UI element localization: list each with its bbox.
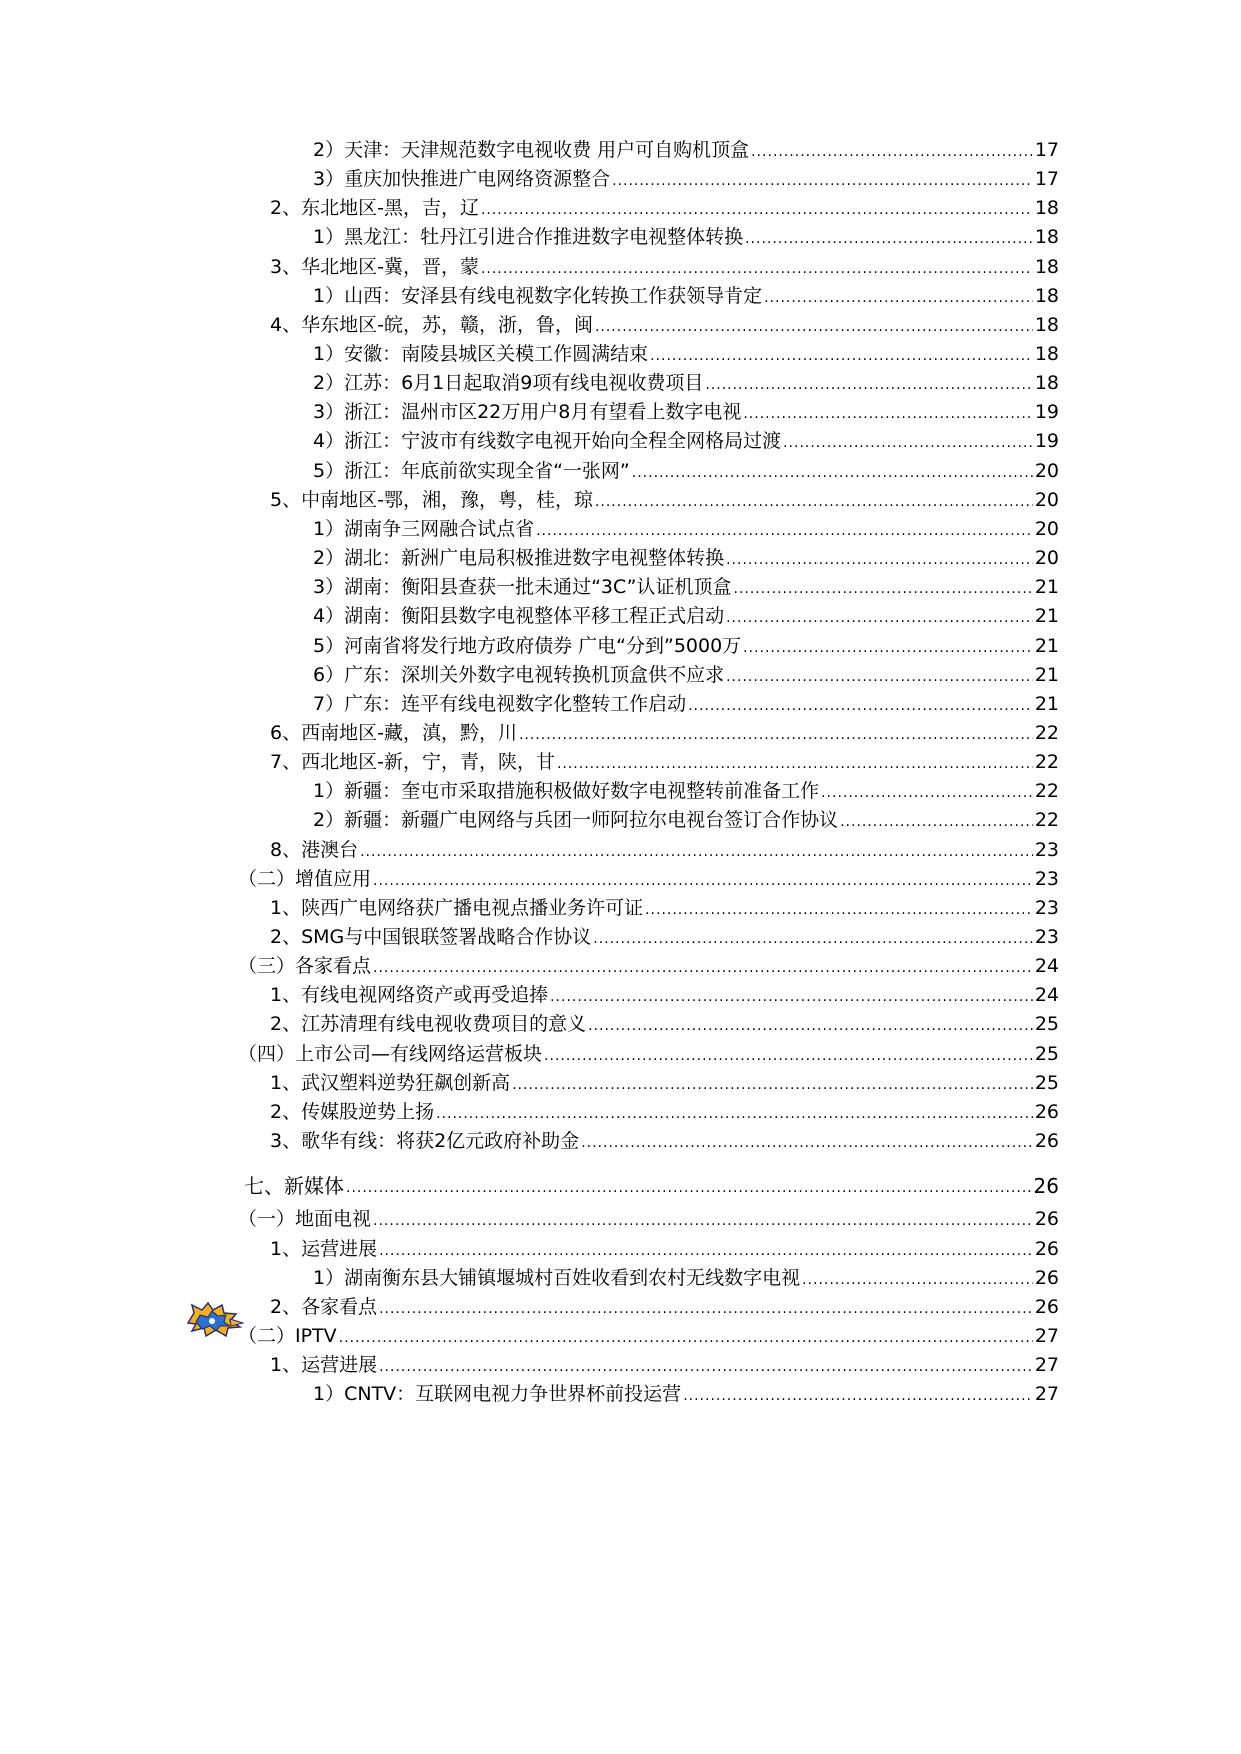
toc-entry-page-number: 22 [1034, 780, 1059, 802]
toc-entry[interactable] [270, 486, 1059, 514]
toc-entry-title: 1）山西：安泽县有线电视数字化转换工作获领导肯定 [313, 285, 763, 307]
toc-entry-page-number: 24 [1034, 955, 1059, 977]
toc-entry-title: 1、运营进展 [270, 1354, 378, 1376]
toc-entry[interactable] [270, 1351, 1059, 1379]
toc-entry[interactable] [313, 806, 1059, 834]
toc-dot-leader [379, 1295, 1033, 1319]
toc-entry[interactable] [238, 952, 1059, 980]
toc-entry-title: 1）黑龙江：牡丹江引进合作推进数字电视整体转换 [313, 226, 744, 248]
toc-dot-leader [593, 925, 1033, 949]
toc-entry-page-number: 26 [1034, 1208, 1059, 1230]
toc-entry[interactable] [270, 719, 1059, 747]
toc-entry[interactable] [270, 253, 1059, 281]
toc-entry[interactable] [313, 398, 1059, 426]
toc-entry-page-number: 18 [1034, 285, 1059, 307]
toc-entry-page-number: 22 [1034, 722, 1059, 744]
toc-entry[interactable] [313, 282, 1059, 310]
toc-entry-page-number: 21 [1034, 576, 1059, 598]
toc-entry-title: （三）各家看点 [238, 955, 372, 977]
toc-dot-leader [373, 954, 1033, 978]
toc-dot-leader [536, 517, 1033, 541]
toc-entry-title: 3）浙江：温州市区22万用户8月有望看上数字电视 [313, 401, 742, 423]
toc-entry-page-number: 19 [1034, 430, 1059, 452]
toc-entry-title: 2）新疆：新疆广电网络与兵团一师阿拉尔电视台签订合作协议 [313, 809, 839, 831]
toc-entry[interactable] [270, 923, 1059, 951]
toc-entry-page-number: 25 [1034, 1043, 1059, 1065]
toc-entry-page-number: 25 [1034, 1072, 1059, 1094]
toc-entry-title: 3、歌华有线：将获2亿元政府补助金 [270, 1130, 580, 1152]
toc-entry[interactable] [313, 515, 1059, 543]
toc-entry[interactable] [270, 1010, 1059, 1038]
toc-entry-page-number: 23 [1034, 926, 1059, 948]
toc-dot-leader [705, 371, 1032, 395]
toc-dot-leader [821, 779, 1033, 803]
toc-entry[interactable] [270, 1235, 1059, 1263]
toc-entry-title: 6）广东：深圳关外数字电视转换机顶盒供不应求 [313, 664, 725, 686]
toc-entry[interactable] [238, 865, 1059, 893]
toc-entry-page-number: 20 [1034, 518, 1059, 540]
toc-entry-title: 3）重庆加快推进广电网络资源整合 [313, 168, 611, 190]
toc-entry[interactable] [270, 894, 1059, 922]
toc-entry-page-number: 23 [1034, 897, 1059, 919]
toc-entry[interactable] [313, 1380, 1059, 1408]
toc-entry-title: 1、武汉塑料逆势狂飙创新高 [270, 1072, 511, 1094]
toc-dot-leader [481, 196, 1033, 220]
toc-entry-page-number: 18 [1034, 343, 1059, 365]
toc-entry-title: 4）湖南：衡阳县数字电视整体平移工程正式启动 [313, 605, 725, 627]
toc-entry[interactable] [313, 690, 1059, 718]
toc-entry[interactable] [313, 661, 1059, 689]
toc-dot-leader [436, 1100, 1033, 1124]
toc-entry-title: 6、西南地区-藏，滇，黔，川 [270, 722, 517, 744]
toc-dot-leader [612, 167, 1033, 191]
toc-dot-leader [346, 1174, 1032, 1198]
toc-entry[interactable] [238, 1205, 1059, 1233]
toc-entry-page-number: 24 [1034, 984, 1059, 1006]
toc-entry-page-number: 20 [1034, 489, 1059, 511]
toc-dot-leader [557, 750, 1033, 774]
toc-entry-title: 2、传媒股逆势上扬 [270, 1101, 435, 1123]
toc-entry-page-number: 21 [1034, 693, 1059, 715]
toc-entry-title: （四）上市公司—有线网络运营板块 [238, 1043, 543, 1065]
toc-dot-leader [840, 808, 1033, 832]
toc-entry-page-number: 20 [1034, 460, 1059, 482]
toc-entry-title: （二）增值应用 [238, 868, 372, 890]
toc-entry[interactable] [313, 165, 1059, 193]
toc-dot-leader [726, 604, 1033, 628]
toc-entry-title: 5、中南地区-鄂，湘，豫，粤，桂，琼 [270, 489, 593, 511]
toc-dot-leader [544, 1042, 1033, 1066]
toc-entry[interactable] [313, 457, 1059, 485]
toc-entry-title: 1、陕西广电网络获广播电视点播业务许可证 [270, 897, 644, 919]
toc-dot-leader [745, 225, 1033, 249]
toc-entry[interactable] [313, 544, 1059, 572]
toc-entry-title: 7）广东：连平有线电视数字化整转工作启动 [313, 693, 687, 715]
toc-entry-page-number: 27 [1034, 1325, 1059, 1347]
toc-dot-leader [645, 896, 1033, 920]
toc-dot-leader [783, 429, 1033, 453]
toc-entry-title: 2、SMG与中国银联签署战略合作协议 [270, 926, 592, 948]
toc-entry-title: 5）浙江：年底前欲实现全省“一张网” [313, 460, 630, 482]
toc-dot-leader [588, 1012, 1033, 1036]
toc-entry-title: 2、东北地区-黑，吉，辽 [270, 197, 479, 219]
toc-dot-leader [360, 838, 1033, 862]
toc-entry-title: 1）新疆：奎屯市采取措施积极做好数字电视整转前准备工作 [313, 780, 820, 802]
toc-dot-leader [632, 459, 1033, 483]
toc-entry-title: 1）湖南衡东县大铺镇堰城村百姓收看到农村无线数字电视 [313, 1267, 801, 1289]
toc-dot-leader [373, 867, 1033, 891]
toc-entry-page-number: 23 [1034, 839, 1059, 861]
toc-dot-leader [764, 284, 1033, 308]
toc-entry-page-number: 22 [1034, 809, 1059, 831]
toc-entry-title: 1、运营进展 [270, 1238, 378, 1260]
toc-entry-page-number: 26 [1034, 1296, 1059, 1318]
toc-entry[interactable] [270, 194, 1059, 222]
toc-entry-page-number: 21 [1034, 664, 1059, 686]
toc-entry-title: 7、西北地区-新，宁，青，陕，甘 [270, 751, 555, 773]
toc-entry-title: 2）天津：天津规范数字电视收费 用户可自购机顶盒 [313, 139, 750, 161]
toc-entry-page-number: 23 [1034, 868, 1059, 890]
toc-entry[interactable] [313, 369, 1059, 397]
toc-entry-page-number: 18 [1034, 256, 1059, 278]
toc-entry[interactable] [313, 1264, 1059, 1292]
toc-dot-leader [595, 313, 1033, 337]
toc-entry[interactable] [238, 1322, 1059, 1350]
toc-entry-title: （二）IPTV [238, 1325, 337, 1347]
toc-entry[interactable] [313, 223, 1059, 251]
toc-entry[interactable] [270, 981, 1059, 1009]
toc-dot-leader [751, 138, 1033, 162]
toc-dot-leader [550, 983, 1033, 1007]
toc-entry[interactable] [313, 777, 1059, 805]
toc-entry[interactable] [313, 340, 1059, 368]
toc-entry-title: 1、有线电视网络资产或再受追捧 [270, 984, 549, 1006]
toc-dot-leader [379, 1237, 1033, 1261]
toc-entry[interactable] [270, 311, 1059, 339]
toc-entry[interactable] [244, 1172, 1059, 1200]
toc-entry-page-number: 26 [1034, 1130, 1059, 1152]
toc-entry-title: 3、华北地区-冀，晋，蒙 [270, 256, 479, 278]
toc-entry-title: 2）江苏：6月1日起取消9项有线电视收费项目 [313, 372, 704, 394]
toc-entry[interactable] [313, 602, 1059, 630]
toc-entry[interactable] [270, 1293, 1059, 1321]
toc-entry-page-number: 19 [1034, 401, 1059, 423]
toc-entry-page-number: 27 [1034, 1354, 1059, 1376]
toc-entry-title: 七、新媒体 [244, 1174, 344, 1198]
toc-entry-page-number: 17 [1034, 139, 1059, 161]
toc-entry-title: 2、各家看点 [270, 1296, 378, 1318]
toc-dot-leader [339, 1324, 1033, 1348]
toc-dot-leader [802, 1266, 1033, 1290]
toc-dot-leader [519, 721, 1033, 745]
toc-dot-leader [743, 634, 1033, 658]
toc-entry-title: 8、港澳台 [270, 839, 359, 861]
toc-entry-page-number: 22 [1034, 751, 1059, 773]
toc-entry[interactable] [238, 1040, 1059, 1068]
toc-entry-title: 1）湖南争三网融合试点省 [313, 518, 535, 540]
toc-dot-leader [373, 1207, 1033, 1231]
toc-entry-page-number: 18 [1034, 197, 1059, 219]
toc-entry[interactable] [270, 836, 1059, 864]
toc-entry-page-number: 17 [1034, 168, 1059, 190]
chapter-burst-icon [186, 1301, 244, 1339]
toc-entry-title: 3）湖南：衡阳县查获一批未通过“3C”认证机顶盒 [313, 576, 732, 598]
toc-dot-leader [726, 546, 1033, 570]
toc-entry[interactable] [313, 632, 1059, 660]
toc-dot-leader [481, 255, 1033, 279]
toc-entry[interactable] [270, 1127, 1059, 1155]
toc-entry-title: 5）河南省将发行地方政府债券 广电“分到”5000万 [313, 635, 742, 657]
toc-dot-leader [512, 1071, 1033, 1095]
toc-entry-page-number: 26 [1034, 1267, 1059, 1289]
toc-entry-page-number: 25 [1034, 1013, 1059, 1035]
toc-entry-page-number: 26 [1034, 1101, 1059, 1123]
toc-entry-title: 4、华东地区-皖，苏，赣，浙，鲁，闽 [270, 314, 593, 336]
toc-entry-title: 2）湖北：新洲广电局积极推进数字电视整体转换 [313, 547, 725, 569]
toc-entry-title: 1）CNTV：互联网电视力争世界杯前投运营 [313, 1383, 682, 1405]
toc-dot-leader [581, 1129, 1033, 1153]
toc-entry-title: 4）浙江：宁波市有线数字电视开始向全程全网格局过渡 [313, 430, 782, 452]
toc-entry-page-number: 26 [1034, 1238, 1059, 1260]
toc-dot-leader [650, 342, 1033, 366]
toc-entry-title: （一）地面电视 [238, 1208, 372, 1230]
toc-dot-leader [688, 692, 1033, 716]
toc-dot-leader [726, 663, 1033, 687]
toc-dot-leader [379, 1353, 1033, 1377]
toc-entry-page-number: 27 [1034, 1383, 1059, 1405]
toc-entry[interactable] [270, 1098, 1059, 1126]
toc-entry[interactable] [313, 427, 1059, 455]
toc-entry-page-number: 18 [1034, 314, 1059, 336]
toc-entry-page-number: 18 [1034, 372, 1059, 394]
toc-entry-page-number: 21 [1034, 635, 1059, 657]
toc-dot-leader [733, 575, 1032, 599]
toc-entry[interactable] [313, 573, 1059, 601]
toc-entry[interactable] [270, 1069, 1059, 1097]
toc-entry-title: 1）安徽：南陵县城区关模工作圆满结束 [313, 343, 649, 365]
toc-entry-page-number: 26 [1033, 1174, 1059, 1198]
toc-dot-leader [743, 400, 1032, 424]
toc-entry-page-number: 20 [1034, 547, 1059, 569]
toc-entry[interactable] [270, 748, 1059, 776]
toc-entry-page-number: 21 [1034, 605, 1059, 627]
toc-entry-page-number: 18 [1034, 226, 1059, 248]
toc-entry[interactable] [313, 136, 1059, 164]
toc-dot-leader [595, 488, 1033, 512]
toc-dot-leader [683, 1382, 1033, 1406]
toc-entry-title: 2、江苏清理有线电视收费项目的意义 [270, 1013, 587, 1035]
